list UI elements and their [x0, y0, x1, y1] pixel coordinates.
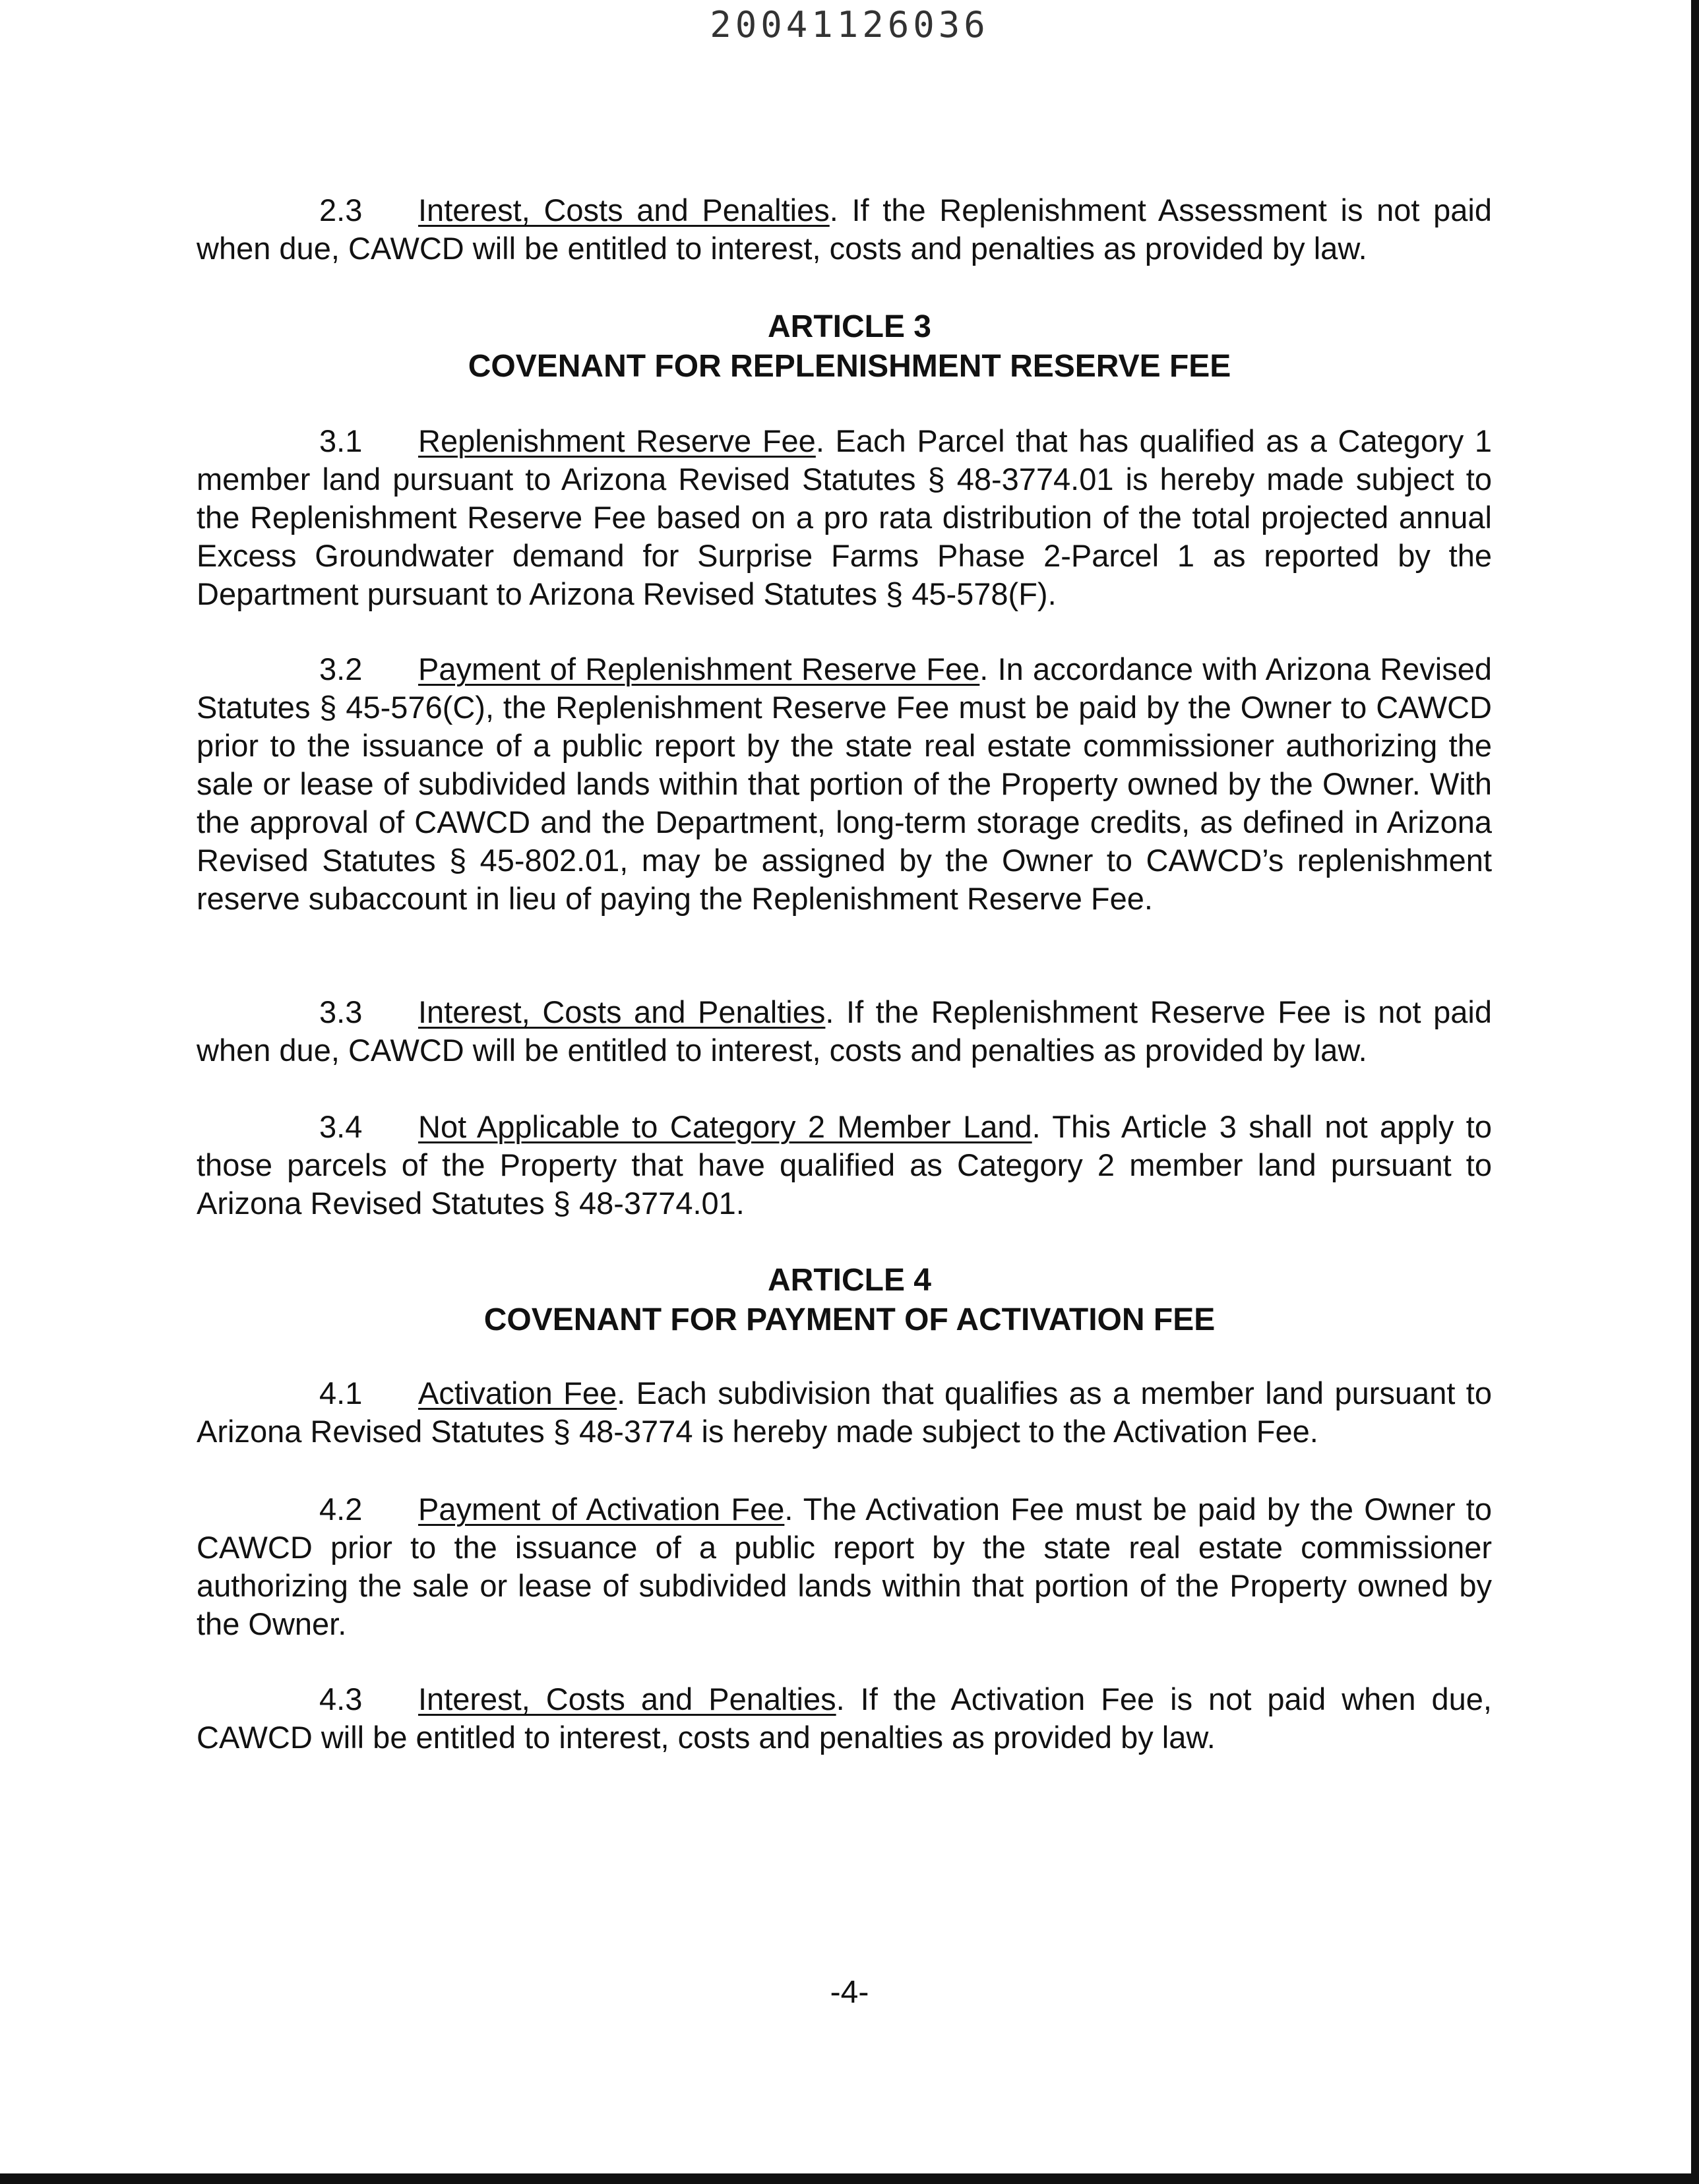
section-heading: Payment of Replenishment Reserve Fee — [418, 652, 980, 686]
section-3-1 — [197, 422, 1492, 613]
section-number: 4.1 — [319, 1376, 363, 1410]
section-3-3 — [197, 993, 1492, 1070]
section-text: . This Article 3 shall not apply to those parcels of the Property that have qualified as Category 2 member land pursuant to Arizona Revised Statutes § 48-3774.01. — [197, 1109, 1492, 1221]
section-number: 2.3 — [319, 193, 363, 228]
section-2-3 — [197, 191, 1492, 268]
section-number: 3.2 — [319, 652, 363, 686]
section-text: . Each subdivision that qualifies as a member land pursuant to Arizona Revised Statutes § 48-3774 is hereby made subject to the Activation Fee. — [197, 1376, 1492, 1449]
section-number: 3.3 — [319, 994, 363, 1029]
section-heading: Activation Fee — [418, 1376, 617, 1410]
section-text: . If the Replenishment Assessment is not paid when due, CAWCD will be entitled to interest, costs and penalties as provided by law. — [197, 193, 1492, 266]
section-heading: Payment of Activation Fee — [418, 1492, 785, 1527]
section-number: 3.1 — [319, 423, 363, 458]
section-text: . Each Parcel that has qualified as a Category 1 member land pursuant to Arizona Revised Statutes § 48-3774.01 is hereby made subject to the Replenishment Reserve Fee based on a pro rata distribution of the total projected annual Excess Groundwater demand for Surprise Farms Phase 2-Parcel 1 as reported by the Department pursuant to Arizona Revised Statutes § 45-578(F). — [197, 423, 1493, 611]
section-text: . In accordance with Arizona Revised Statutes § 45-576(C), the Replenishment Reserve Fee must be paid by the Owner to CAWCD prior to the issuance of a public report by the state real estate commissioner authorizing the sale or lease of subdivided lands within that portion of the Property owned by the Owner. With the approval of CAWCD and the Department, long-term storage credits, as defined in Arizona Revised Statutes § 45-802.01, may be assigned by the Owner to CAWCD’s replenishment reserve subaccount in lieu of paying the Replenishment Reserve Fee. — [197, 652, 1492, 916]
section-3-2 — [197, 650, 1492, 918]
section-text: . If the Activation Fee is not paid when due, CAWCD will be entitled to interest, costs and penalties as provided by law. — [197, 1682, 1492, 1755]
section-heading: Replenishment Reserve Fee — [418, 423, 816, 458]
page-number: -4- — [830, 1975, 869, 2010]
section-heading: Interest, Costs and Penalties — [418, 1682, 836, 1716]
section-heading: Interest, Costs and Penalties — [418, 994, 826, 1029]
article-4-heading — [0, 1261, 1699, 1340]
section-heading: Not Applicable to Category 2 Member Land — [418, 1109, 1032, 1144]
article-title: COVENANT FOR REPLENISHMENT RESERVE FEE — [468, 349, 1231, 384]
article-title: COVENANT FOR PAYMENT OF ACTIVATION FEE — [483, 1302, 1216, 1337]
section-text: . The Activation Fee must be paid by the Owner to CAWCD prior to the issuance of a public report by the state real estate commissioner authorizing the sale or lease of subdivided lands within that portion of the Property owned by the Owner. — [197, 1492, 1492, 1641]
recording-number: 20041126036 — [710, 4, 989, 46]
article-label: ARTICLE 4 — [767, 1263, 931, 1298]
section-number: 4.2 — [319, 1492, 363, 1527]
section-4-3 — [197, 1680, 1492, 1757]
section-number: 3.4 — [319, 1109, 363, 1144]
section-number: 4.3 — [319, 1682, 363, 1716]
article-label: ARTICLE 3 — [767, 309, 931, 344]
section-3-4 — [197, 1108, 1492, 1223]
article-3-heading — [0, 307, 1699, 386]
section-4-2 — [197, 1490, 1492, 1643]
scan-border-right — [1691, 0, 1699, 2184]
scan-border-bottom — [0, 2173, 1699, 2184]
section-4-1 — [197, 1374, 1492, 1451]
section-text: . If the Replenishment Reserve Fee is not paid when due, CAWCD will be entitled to interest, costs and penalties as provided by law. — [197, 994, 1493, 1068]
section-heading: Interest, Costs and Penalties — [418, 193, 830, 228]
